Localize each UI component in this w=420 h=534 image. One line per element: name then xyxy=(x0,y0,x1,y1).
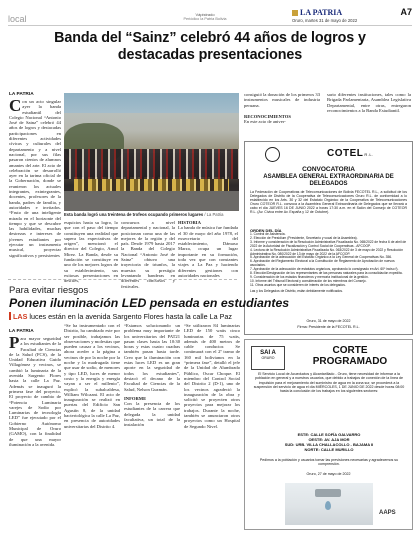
motto: Periódico la Patria Bolivia xyxy=(183,17,227,21)
aaps-left-logo-sub: ORURO xyxy=(261,356,275,360)
aaps-notice xyxy=(244,339,413,530)
article1-col3: concursos a nivel departamental y nacional, la posicionan como una de las mejores de la región y del país. Desde 1979 hasta 2017 la Banda del Colegio Nacional “Antonio José de Sainz” obtuvo una trayectoria de triunfos, la muestra su prestigio levantando banderas en diferentes concursos y festivales. xyxy=(121,220,175,289)
article1-headline: Banda del “Sainz” celebró 44 años de logros y destacadas presentaciones xyxy=(54,30,366,63)
agenda-item: 5. Aprobación de la adecuación del Estatuto Orgánico a la Ley General de Cooperativas No. 356. xyxy=(250,255,393,260)
caption-credit: / La Patria xyxy=(204,212,224,217)
cotel-logo xyxy=(327,148,374,159)
subtitle-text: luces están en la avenida Sargento Flores hasta la calle La Paz xyxy=(29,312,232,321)
supported-by: Vápistrado xyxy=(195,12,215,17)
cotel-subtitle: ASAMBLEA GENERAL EXTRAORDINARIA DE DELEGADOS xyxy=(263,174,394,187)
masthead-logo xyxy=(292,8,342,17)
water-drop-icon xyxy=(325,501,331,510)
aaps-scene-illustration xyxy=(285,483,373,525)
photo-band-members xyxy=(64,149,239,179)
header-date: Oruro, martes 31 de mayo de 2022 xyxy=(292,18,358,23)
section-divider xyxy=(8,279,237,280)
sector-item: NORTE: CALLE MURILLO xyxy=(304,447,354,452)
agenda-item: 7. Aprobación de la adecuación de estatutos orgánicos, aprobando lo consignado en Art. 60º inciso f). xyxy=(250,267,399,272)
photo-trophies xyxy=(74,177,229,191)
section-label: local xyxy=(8,14,27,24)
article2-col3 xyxy=(124,323,180,530)
article1-col6: sario diferentes instituciones, tales como la Brigada Parlamentaria, Asamblea Legislativa Departamental, entre otras, entregaron reconocimientos a la Banda Estudiantil. xyxy=(327,92,411,113)
aaps-title-2: PROGRAMADO xyxy=(312,356,388,367)
subhead-historia: HISTORIA xyxy=(178,220,201,225)
header-center xyxy=(165,12,245,21)
sector-item: OESTE: AV. AJA MOR xyxy=(308,437,350,442)
subhead-reconocimientos: RECONOCIMIENTOS xyxy=(244,113,291,119)
aaps-sectors xyxy=(251,432,407,452)
aaps-right-logo: AAPS xyxy=(379,510,396,516)
article1-text-5b: En este acto de aniver- xyxy=(244,119,286,125)
article2-byline: LA PATRIA xyxy=(9,329,34,334)
article1-col4 xyxy=(178,220,238,276)
article2-subtitle xyxy=(9,312,247,321)
agenda-item: 2. Elección de Presidium (Presidente, Secretario y vocal de la Asamblea). xyxy=(250,235,358,240)
article1-byline: LA PATRIA xyxy=(9,92,34,97)
photo-ground xyxy=(64,191,239,211)
article1-col1 xyxy=(9,96,61,275)
cotel-signature: Firma: Presidente de la FECOTEL R.L. xyxy=(297,325,360,329)
cotel-orden-title: ORDEN DEL DÍA xyxy=(250,228,282,233)
article1-col5 xyxy=(244,92,320,132)
agenda-item: 1. Control de Asistencia. xyxy=(250,232,286,236)
cotel-place-date: Oruro, 31 de mayo de 2022 xyxy=(306,319,351,323)
agenda-item: 10. Informe del Tribunal Electoral y consideración de los miembros del Consejo. xyxy=(250,278,367,283)
agenda-item: 3. Informe y consideración de la Resolución Administrativa Fiscalizada No. 065/2022 de fecha 6 de abril de 2022 de la Autoridad de Fiscalización y Control Social de Cooperativas - AFCOOP. xyxy=(250,239,407,248)
flag-icon xyxy=(292,10,298,16)
cotel-logo-sub: R.L. xyxy=(364,152,374,157)
cotel-emblem-icon xyxy=(265,147,280,162)
article1-text-5: consiguió la donación de los primeros 33 instrumentos musicales de industria peruana. xyxy=(244,92,320,108)
agenda-item: 6. Aprobación del Reglamento Electoral a la Constitución de Reglamento de Aprobación de nuevos asociados. xyxy=(250,259,395,268)
subtitle-marker-icon xyxy=(9,312,11,320)
article1-text-4: La banda de música fue fundada el 30 de mayo del año 1978, el exsecretario del establecimiento, Dámaso Marza, ocupa un lugar importante en su formación, toda vez que con constantes viajes a La Paz y haciendo diferentes gestiones con autoridades nacionales xyxy=(178,225,238,278)
article2-text-3: “Estamos solucionando un problema muy importante de los universitarios del PAT21 pasan clases hasta las 10:30 horas y estas cuatro cuadras también pasan hasta tarde. Creo que la iluminación con estas luces LED es un gran aporte en la seguridad de todos los estudiantes”, destacó el decano de la Facultad de Ciencias de la Salud, Nelson Guzmán. xyxy=(124,323,180,392)
page-number: A7 xyxy=(400,7,412,17)
agenda-item: 11. Otros asuntos que se consideren de interés de los delegados. xyxy=(250,282,346,287)
agenda-item: 8. Elección/Designación de los representantes de las personas naturales para la consolidación expedita. xyxy=(250,271,403,276)
header-right xyxy=(252,8,412,26)
aaps-title xyxy=(293,345,407,367)
article2-kicker: Para evitar riesgos xyxy=(9,285,89,296)
article1-col2: esquicios hasta su logro, lo que con el paso del tiempo constituyen una realidad que supera las expectativas de origen”, mencionó el director del Colegio, Arnol Mirez. La Banda, desde su fundación se constituye en uno de los mejores logros de su establecimiento, sus exitosas presentaciones en desfiles, xyxy=(64,220,118,284)
agenda-item: 4. Lectura de la Resolución Administrativa Fiscalizada No. 063/2022 de 3 de mayo de 2022 y Resolución Administrativa No. 080/2022 de 13 de mayo de 2022 de la AFCOOP. xyxy=(250,247,404,256)
article2-headline: Ponen iluminación LED pensada en estudiantes xyxy=(9,296,290,310)
photo-caption xyxy=(64,212,244,217)
article2-text-1: ara mayor seguridad a los estudiantes de la Facultad de Ciencias de la Salud (FCS), de la Unidad Educativa Guido Villagómez y vecinos, se cambió la luminaria de la avenida Sargento Flores hasta la calle La Paz. Además se inauguró la primera fase del proyecto. El proyecto de cambio de “Potencia Luminaria varejes de Sodio por Luminarias de tecnología LED” fue ejecutado por el Gobierno Autónomo Municipal de Oruro (GAMO), con la finalidad de que una mayor iluminación a la avenida. xyxy=(9,336,61,447)
aaps-body: El Servicio Local de Acueductos y Alcantarillado - Oruro, tiene necesidad de informar a la población en general y a nuestros usuarios, que debido a trabajos de conexión de la línea de impulsión para el mejoramiento del suministro de agua en la zona sur, se procederá a la suspensión del servicio de agua el día MIÉRCOLES, 1 DE JUNIO DE 2022 desde horas 08:00 hasta la conclusión de los trabajos en los siguientes sectores: xyxy=(253,372,405,394)
sector-item: SUD: URB. VILLA CHALLACOLLO - BAJAMA II xyxy=(284,442,374,447)
aaps-left-logo xyxy=(251,346,285,370)
cotel-intro: La Federación de Cooperativas de Telecomunicaciones de Bolivia FECOTEL R.L., a solicitud de los Delegados de Distrito de la Cooperativa de Telecomunicaciones Oruro R.L. de conformidad a lo establecido en los Arts. 30 y 32 del Estatuto Orgánico de la Cooperativa de Telecomunicaciones Oruro COTEOR R.L. convoca a la Asamblea General Extraordinaria de Delegados que se llevará a cabo el día JUEVES 16 DE JUNIO 2022 a horas 17:30 a.m. en el Salón del Consejo de COTEOR R.L. (Av. Cívica entre Av. España y 12 de Octubre). xyxy=(250,190,407,215)
agenda-item: 9. Consideración de los estados financieros y memoria institucional de la gestión. xyxy=(250,274,369,279)
logo-text: LA PATRIA xyxy=(300,8,343,17)
drop-cap-2: P xyxy=(9,333,20,352)
tap-icon xyxy=(315,489,341,497)
aaps-left-logo-text: SAI A xyxy=(260,350,276,356)
article2-subhead: INFORME xyxy=(124,395,147,401)
article2-col2: “Se ha instrumentado con el Distrito, ha cambiado este por ser posible, trabajamos las observaciones y molestias que pueden causar a los vecinos, ahora aceder a la página a vecinos de por la noche por la noche y la madrugada tiene que usar de sodio, de menores y tipo LED, luces de menor costo y la energía y energía vayan a ser el millenio”, explicó la subalcaldesa, William Wilcaani. El acto de inauguración se realizó en puertas del Edificio San Agustín 8, de la unidad bacteriológica la calle La Paz, en presencia de autoridades universitarias del Distrito 4. xyxy=(64,323,120,429)
band-photo xyxy=(64,93,239,211)
subtitle-tag: LAS xyxy=(13,312,28,321)
aaps-title-1: CORTE xyxy=(332,345,368,356)
article2-text-3b: Con la presencia de los estudiantes de la carrera que delegada la unidad facultativa, un total de la instalación xyxy=(124,401,180,428)
caption-text: Esta banda logró una treintena de trofeos ocupando primeros lugares xyxy=(64,212,204,217)
cotel-title: CONVOCATORIA xyxy=(302,166,355,173)
article2-col1 xyxy=(9,333,61,530)
drop-cap: C xyxy=(9,96,22,115)
sector-item: ESTE: CALLE SOFÍA GALVARRO xyxy=(297,432,361,437)
cotel-logo-text: COTEL xyxy=(327,148,364,159)
article1-text-1: on un acto singular ayer la banda estudiantil del Colegio Nacional “Antonio José de Sainz” celebró 44 años de logros y destacadas participaciones en diferentes actividades cívicas y culturales del departamento y a nivel nacional, por sus filas pasaron cientos de alumnos amantes del arte. El acto de celebración se desarrolló ayer en la tarima oficial de la Gobernación, donde se reunieron los actuales integrantes, exintegrantes, docentes, profesores de la banda, padres de familia, y autoridades e invitados. “Fruto de una inteligente mirada en el horizonte del tiempo y que se descubre las habilidades, muchas destrezas e intereses de jóvenes estudiantes por ejecutar un instrumento musical, proyectar significativos y persistentes xyxy=(9,99,61,258)
article2-col4: “Se utilizaron 84 luminarias LED de 150 watts cinco luminarias de 75 watts, además de 400 metros de cable conductor. Se continuará con el 2º tramo de 160 mil bolivianos en la “primera fase”, detalló el jefe de la Unidad de Alumbrado Público, Oscar Choque. El miembro del Control Social del Distrito 2 (D-1), uno de los vecinos agradeció la inauguración de la obra y solicitó se proyecten otros proyectos para mejorar los trabajos. Durante la noche, también se anunciaron otros proyectos como un Hospital de Segundo Nivel. xyxy=(184,323,240,429)
aaps-date: Oruro, 27 de mayo de 2022 xyxy=(306,472,351,476)
cotel-footer-note: Las y los Delegados de Distrito, están debidamente notificados. xyxy=(250,288,343,293)
aaps-closing: Pedimos a la población y usuarios tomar las previsiones necesarias y agradecemos su comprensión. xyxy=(259,458,399,467)
